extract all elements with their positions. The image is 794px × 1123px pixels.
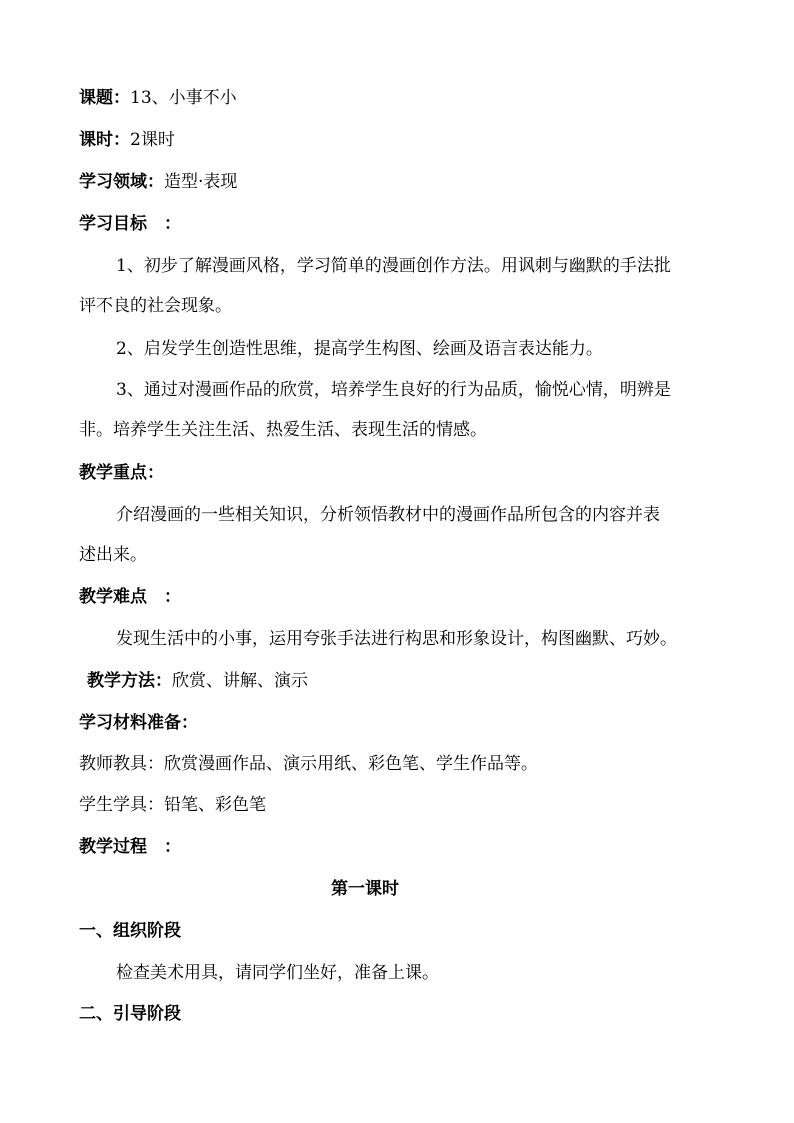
difficulties-line-1: 发现生活中的小事，运用夸张手法进行构思和形象设计，构图幽默、巧妙。	[116, 629, 677, 649]
key-points-heading: 教学重点：	[79, 463, 164, 483]
process-heading: 教学过程 ：	[79, 837, 181, 857]
topic-value: 13、小事不小	[130, 88, 237, 108]
domain-line	[79, 170, 729, 194]
methods-line	[87, 669, 737, 693]
goal-1-line-1: 1、初步了解漫画风格，学习简单的漫画创作方法。用讽刺与幽默的手法批	[116, 256, 671, 276]
key-points-line-1: 介绍漫画的一些相关知识，分析领悟教材中的漫画作品所包含的内容并表	[116, 505, 660, 525]
stage-2-heading: 二、引导阶段	[79, 1004, 181, 1024]
hours-line	[79, 128, 729, 152]
lesson-title: 第一课时	[331, 879, 399, 899]
topic-label: 课题：	[79, 88, 130, 108]
student-materials: 学生学具：铅笔、彩色笔	[79, 795, 266, 815]
topic-line	[79, 86, 729, 110]
domain-label: 学习领域：	[79, 172, 164, 192]
stage-1-heading: 一、组织阶段	[79, 921, 181, 941]
stage-1-text: 检查美术用具，请同学们坐好，准备上课。	[116, 963, 439, 983]
hours-value: 2课时	[130, 130, 175, 150]
methods-value: 欣赏、讲解、演示	[172, 671, 308, 691]
teacher-materials: 教师教具：欣赏漫画作品、演示用纸、彩色笔、学生作品等。	[79, 754, 538, 774]
goal-2: 2、启发学生创造性思维，提高学生构图、绘画及语言表达能力。	[116, 339, 603, 359]
methods-label: 教学方法：	[87, 671, 172, 691]
materials-heading: 学习材料准备：	[79, 713, 198, 733]
goal-1-line-2: 评不良的社会现象。	[79, 296, 232, 316]
hours-label: 课时：	[79, 130, 130, 150]
goals-heading: 学习目标 ：	[79, 214, 181, 234]
goal-3-line-1: 3、通过对漫画作品的欣赏，培养学生良好的行为品质，愉悦心情，明辨是	[116, 380, 671, 400]
key-points-line-2: 述出来。	[79, 545, 147, 565]
goal-3-line-2: 非。培养学生关注生活、热爱生活、表现生活的情感。	[79, 420, 487, 440]
difficulties-heading: 教学难点 ：	[79, 587, 181, 607]
domain-value: 造型·表现	[164, 172, 238, 192]
